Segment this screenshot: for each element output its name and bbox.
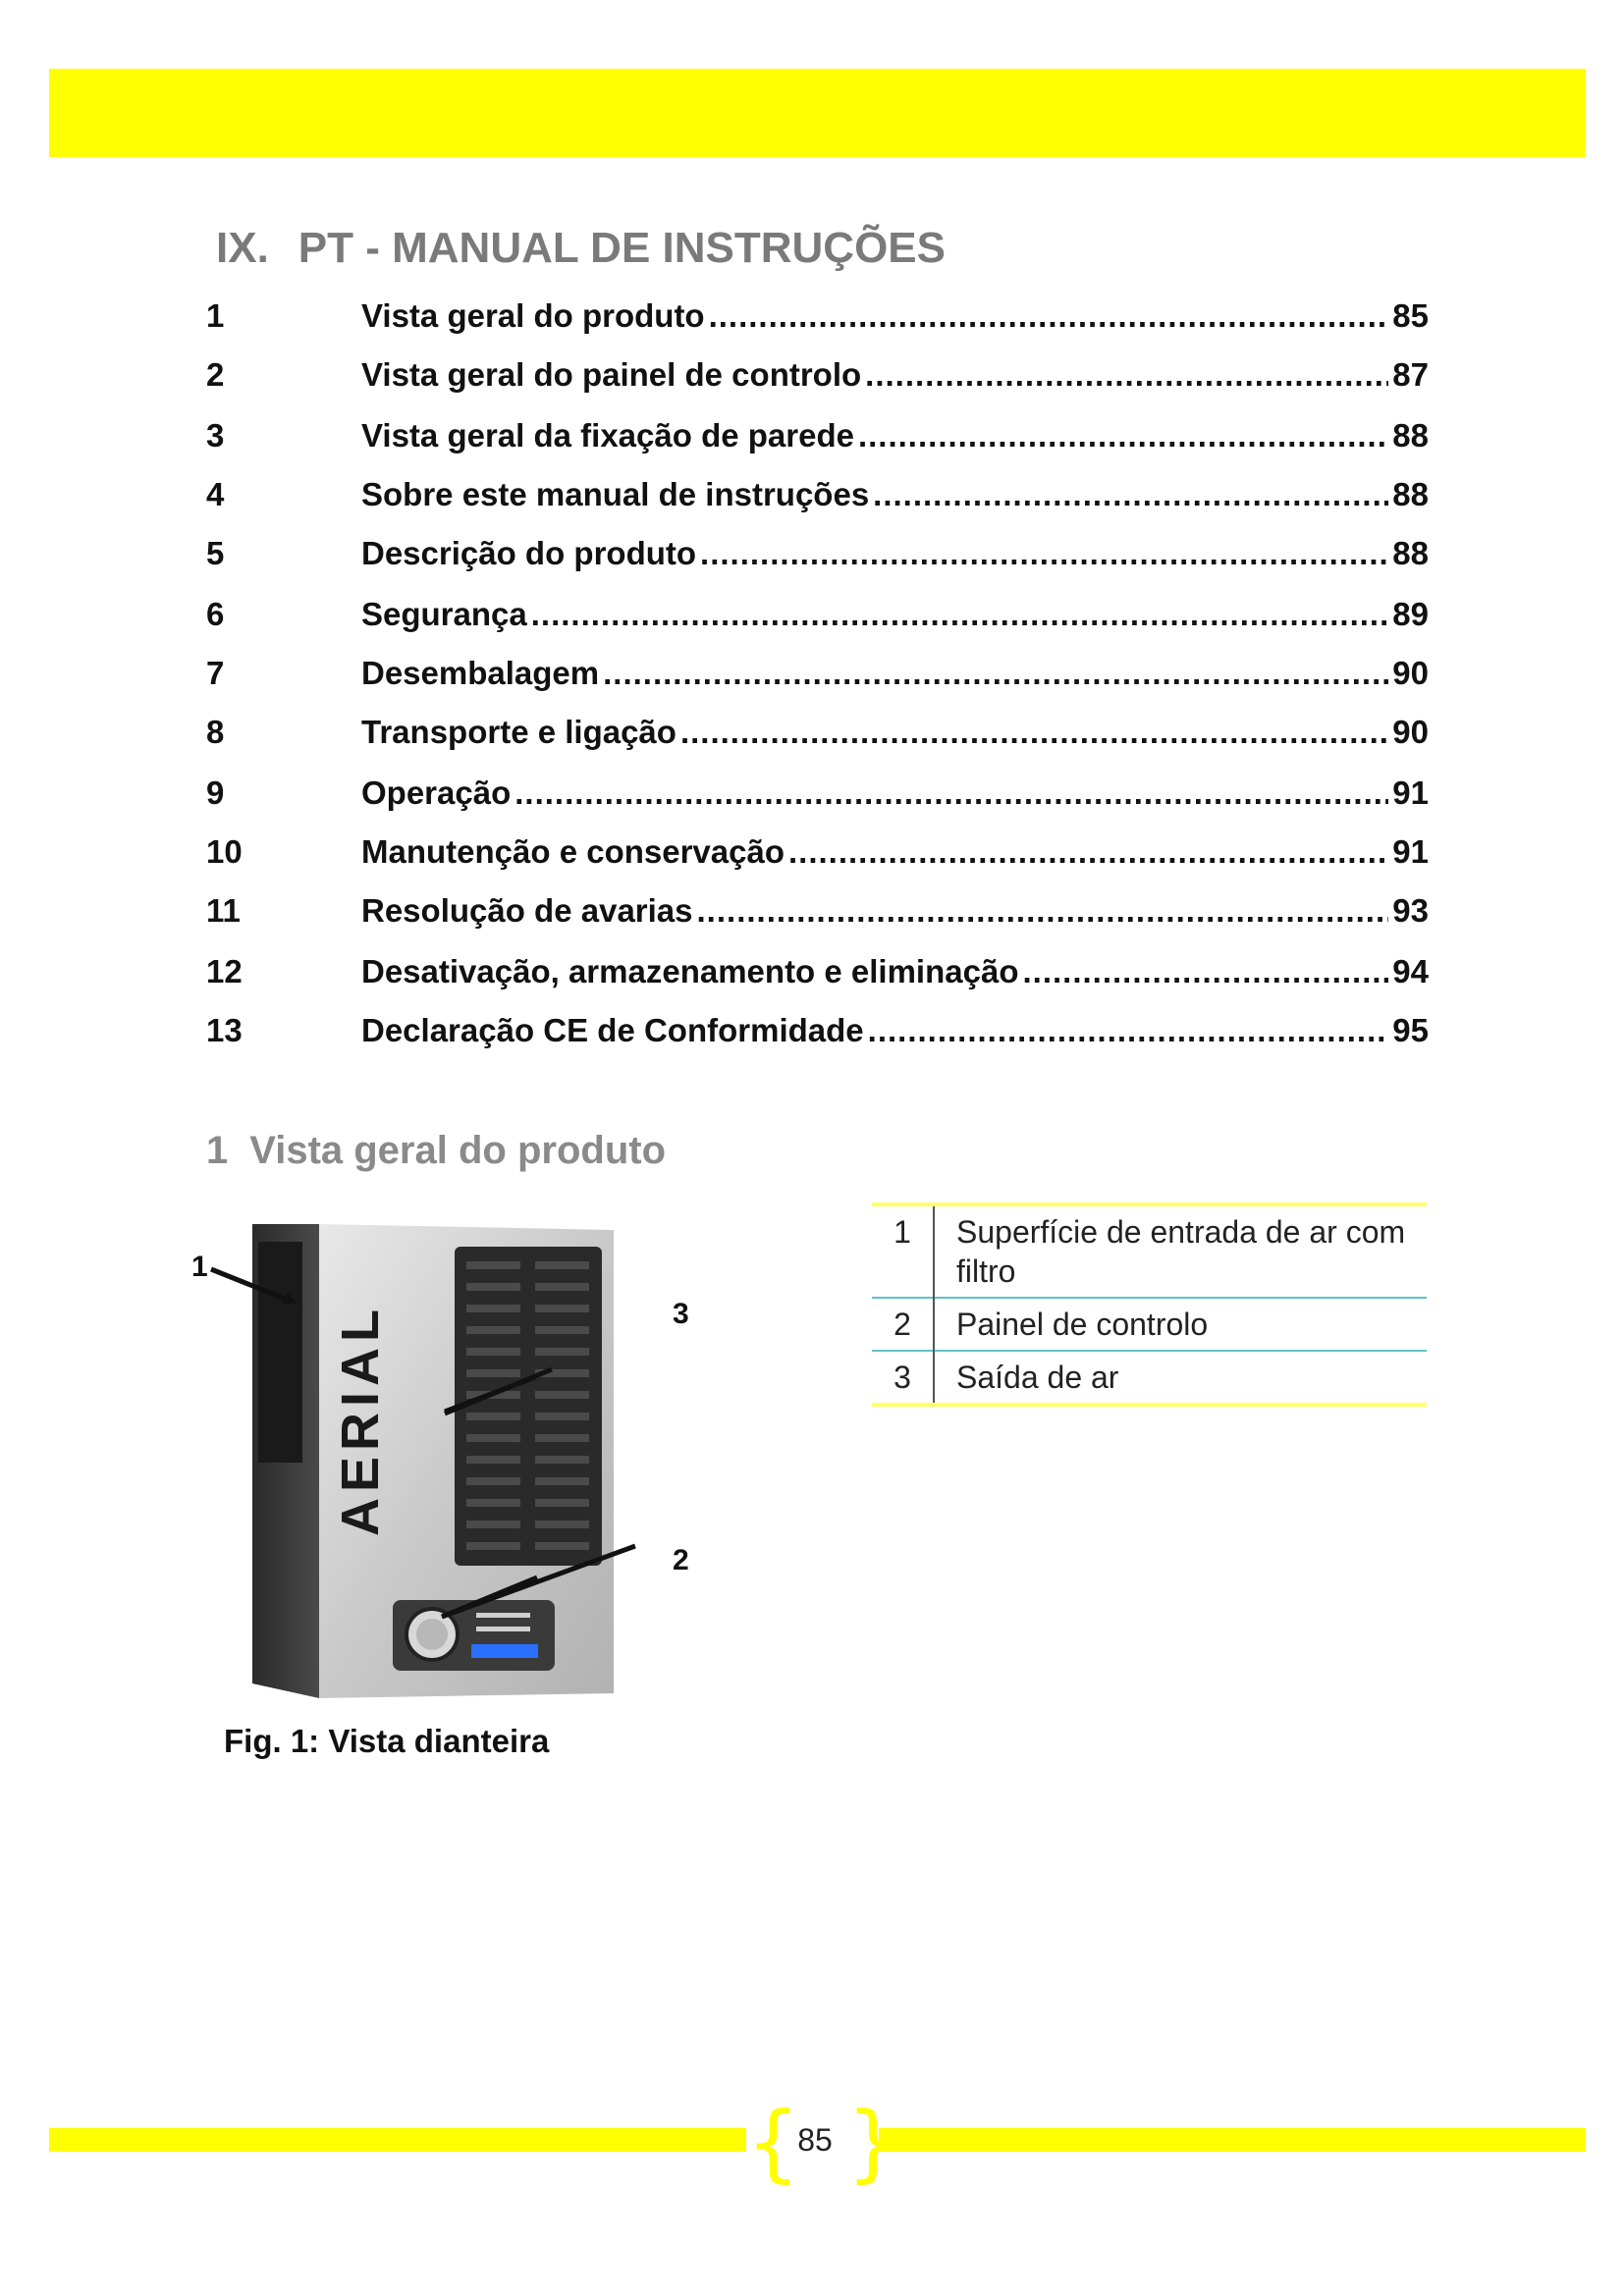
toc-page: 88 [1392, 535, 1429, 571]
toc-page: 94 [1392, 953, 1429, 989]
legend-row [872, 1298, 1427, 1351]
callout-3: 3 [673, 1298, 689, 1330]
toc-page: 91 [1392, 774, 1429, 811]
toc-number: 4 [206, 476, 225, 512]
left-brace-decoration: { [746, 2094, 800, 2192]
footer-band-right [879, 2128, 1586, 2152]
legend-number: 3 [872, 1351, 934, 1405]
toc-title: Vista geral da fixação de parede [361, 417, 854, 454]
right-brace-decoration: } [846, 2094, 900, 2192]
toc-entry[interactable] [206, 1007, 1429, 1050]
toc-page: 88 [1392, 476, 1429, 512]
toc-page: 90 [1392, 714, 1429, 750]
legend-number: 1 [872, 1204, 934, 1298]
toc-leader [697, 891, 1389, 931]
toc-entry[interactable] [206, 412, 1429, 455]
toc-number: 1 [206, 297, 225, 334]
toc-title: Segurança [361, 596, 527, 632]
toc-title: Descrição do produto [361, 535, 697, 571]
toc-title: Vista geral do produto [361, 297, 705, 334]
toc-page: 89 [1392, 596, 1429, 632]
toc-leader [514, 774, 1388, 813]
toc-title: Resolução de avarias [361, 892, 693, 929]
toc-entry[interactable] [206, 828, 1429, 872]
section-number: 1 [206, 1129, 229, 1172]
toc-leader [531, 595, 1389, 634]
toc-leader [709, 296, 1389, 336]
toc-number: 8 [206, 714, 225, 750]
toc-entry[interactable] [206, 709, 1429, 752]
toc-number: 7 [206, 655, 225, 691]
legend-row [872, 1351, 1427, 1405]
toc-number: 2 [206, 356, 225, 393]
toc-page: 85 [1392, 297, 1429, 334]
page-number: 85 [797, 2122, 833, 2158]
toc-page: 93 [1392, 892, 1429, 929]
toc-entry[interactable] [206, 591, 1429, 634]
toc-number: 12 [206, 953, 243, 989]
toc-title: Desativação, armazenamento e eliminação [361, 953, 1019, 989]
air-outlet-grille [455, 1247, 602, 1566]
section-title-text: Vista geral do produto [249, 1129, 666, 1172]
toc-title: Manutenção e conservação [361, 833, 785, 870]
legend-table [872, 1202, 1427, 1407]
toc-title: Vista geral do painel de controlo [361, 356, 862, 393]
toc-number: 13 [206, 1012, 243, 1048]
toc-leader [858, 416, 1388, 455]
callout-1: 1 [191, 1251, 208, 1283]
figure-caption: Fig. 1: Vista dianteira [224, 1723, 550, 1759]
footer-band-left [49, 2128, 746, 2152]
control-display [471, 1644, 538, 1658]
toc-entry[interactable] [206, 351, 1429, 395]
legend-number: 2 [872, 1298, 934, 1351]
product-illustration [191, 1212, 712, 1723]
toc-leader [873, 475, 1388, 514]
intake-filter-panel [258, 1242, 302, 1463]
toc-leader [680, 713, 1388, 752]
section-heading [206, 1129, 666, 1173]
toc-entry[interactable] [206, 530, 1429, 573]
toc-title: Transporte e ligação [361, 714, 677, 750]
legend-row [872, 1204, 1427, 1298]
toc-leader [868, 1011, 1389, 1050]
toc-leader [700, 534, 1388, 573]
toc-entry[interactable] [206, 948, 1429, 991]
callout-2: 2 [673, 1544, 689, 1576]
toc-entry[interactable] [206, 887, 1429, 931]
title-numeral: IX. [216, 224, 269, 272]
toc-title: Desembalagem [361, 655, 600, 691]
toc-number: 11 [206, 892, 241, 929]
toc-entry[interactable] [206, 293, 1429, 336]
toc-leader [788, 832, 1388, 872]
toc-page: 95 [1392, 1012, 1429, 1048]
title-text: PT - MANUAL DE INSTRUÇÕES [298, 224, 947, 272]
toc-page: 90 [1392, 655, 1429, 691]
toc-title: Operação [361, 774, 512, 811]
toc-leader [1022, 952, 1388, 991]
toc-number: 10 [206, 833, 243, 870]
toc-page: 87 [1392, 356, 1429, 393]
header-band [49, 69, 1586, 157]
toc-title: Declaração CE de Conformidade [361, 1012, 864, 1048]
toc-entry[interactable] [206, 770, 1429, 813]
page-title [216, 224, 946, 273]
toc-leader [865, 355, 1388, 395]
toc-number: 5 [206, 535, 225, 571]
toc-leader [603, 654, 1388, 693]
toc-page: 88 [1392, 417, 1429, 454]
toc-number: 9 [206, 774, 225, 811]
toc-title: Sobre este manual de instruções [361, 476, 870, 512]
brand-logo: AERIAL [331, 1304, 390, 1536]
legend-text: Superfície de entrada de ar com filtro [956, 1214, 1406, 1289]
toc-number: 3 [206, 417, 225, 454]
toc-page: 91 [1392, 833, 1429, 870]
toc-entry[interactable] [206, 471, 1429, 514]
toc-number: 6 [206, 596, 225, 632]
toc-entry[interactable] [206, 650, 1429, 693]
legend-text: Painel de controlo [934, 1298, 1427, 1351]
legend-text: Saída de ar [934, 1351, 1427, 1405]
